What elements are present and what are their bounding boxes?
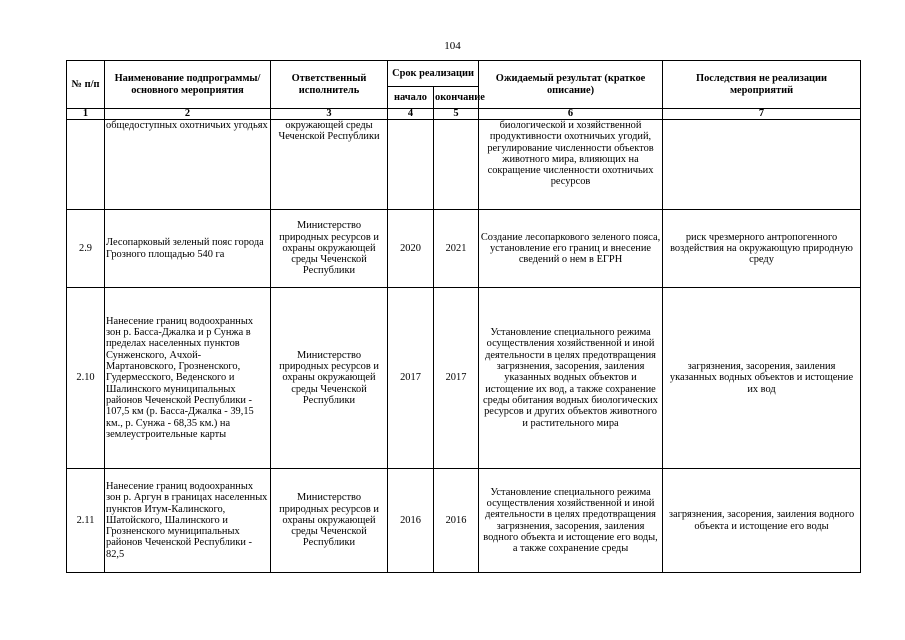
row-start: 2020 (388, 210, 434, 288)
header-name: Наименование подпрограммы/ основного мероприятия (105, 61, 271, 109)
row-end (434, 120, 479, 210)
row-num (67, 120, 105, 210)
header-num: № п/п (67, 61, 105, 109)
row-end: 2016 (434, 469, 479, 573)
row-consequences: риск чрезмерного антропогенного воздействия на окружающую природную среду (663, 210, 861, 288)
column-number: 2 (105, 109, 271, 120)
row-start: 2017 (388, 288, 434, 469)
table-row (67, 469, 861, 573)
row-executor: Министерство природных ресурсов и охраны окружающей среды Чеченской Республики (271, 210, 388, 288)
row-consequences: загрязнения, засорения, заиления водного объекта и истощение его воды (663, 469, 861, 573)
header-end: окончание (434, 87, 479, 109)
column-number: 4 (388, 109, 434, 120)
row-result: биологической и хозяйственной продуктивности охотничьих угодий, регулирование численности объектов животного мира, влияющих на сокращение численности охотничьих ресурсов (479, 120, 663, 210)
column-number: 1 (67, 109, 105, 120)
row-consequences (663, 120, 861, 210)
row-name: Лесопарковый зеленый пояс города Грозного площадью 540 га (105, 210, 271, 288)
header-result: Ожидаемый результат (краткое описание) (479, 61, 663, 109)
row-result: Установление специального режима осуществления хозяйственной и иной деятельности в целях предотвращения загрязнения, засорения, заиления водного объекта и истощение его воды, а также сохранение среды (479, 469, 663, 573)
row-result: Создание лесопаркового зеленого пояса, установление его границ и внесение сведений о нем в ЕГРН (479, 210, 663, 288)
row-num: 2.10 (67, 288, 105, 469)
column-number: 6 (479, 109, 663, 120)
page-number: 104 (444, 40, 461, 52)
row-end: 2017 (434, 288, 479, 469)
row-num: 2.9 (67, 210, 105, 288)
table-row (67, 288, 861, 469)
row-name: Нанесение границ водоохранных зон р. Басса-Джалка и р Сунжа в пределах населенных пунктов Сунженского, Ачхой-Мартановского, Грозненского, Гудермесского, Веденского и Шалинского муниципальных районов Чеченской Республики - 107,5 км (р. Басса-Джалка - 39,15 км., р. Сунжа - 68,35 км.) на землеустроительные карты (105, 288, 271, 469)
row-end: 2021 (434, 210, 479, 288)
header-executor: Ответственный исполнитель (271, 61, 388, 109)
row-consequences: загрязнения, засорения, заиления указанных водных объектов и истощение их вод (663, 288, 861, 469)
row-executor: Министерство природных ресурсов и охраны окружающей среды Чеченской Республики (271, 288, 388, 469)
column-number: 7 (663, 109, 861, 120)
measures-table (66, 60, 861, 573)
table-row (67, 210, 861, 288)
row-start: 2016 (388, 469, 434, 573)
column-number: 3 (271, 109, 388, 120)
column-number-row (67, 109, 861, 120)
table-row (67, 120, 861, 210)
row-executor: Министерство природных ресурсов и охраны окружающей среды Чеченской Республики (271, 469, 388, 573)
column-number: 5 (434, 109, 479, 120)
header-consequences: Последствия не реализации мероприятий (663, 61, 861, 109)
row-start (388, 120, 434, 210)
row-executor: окружающей среды Чеченской Республики (271, 120, 388, 210)
header-row (67, 61, 861, 87)
row-name: общедоступных охотничьих угодьях (105, 120, 271, 210)
row-num: 2.11 (67, 469, 105, 573)
row-name: Нанесение границ водоохранных зон р. Аргун в границах населенных пунктов Итум-Калинского, Шатойского, Шалинского и Грозненского муниципальных районов Чеченской Республики - 82,5 (105, 469, 271, 573)
row-result: Установление специального режима осуществления хозяйственной и иной деятельности в целях предотвращения загрязнения, засорения, заиления указанных водных объектов и истощение их вод, а также сохранение среды обитания водных биологических ресурсов и других объектов животного и растительного мира (479, 288, 663, 469)
header-start: начало (388, 87, 434, 109)
header-period: Срок реализации (388, 61, 479, 87)
